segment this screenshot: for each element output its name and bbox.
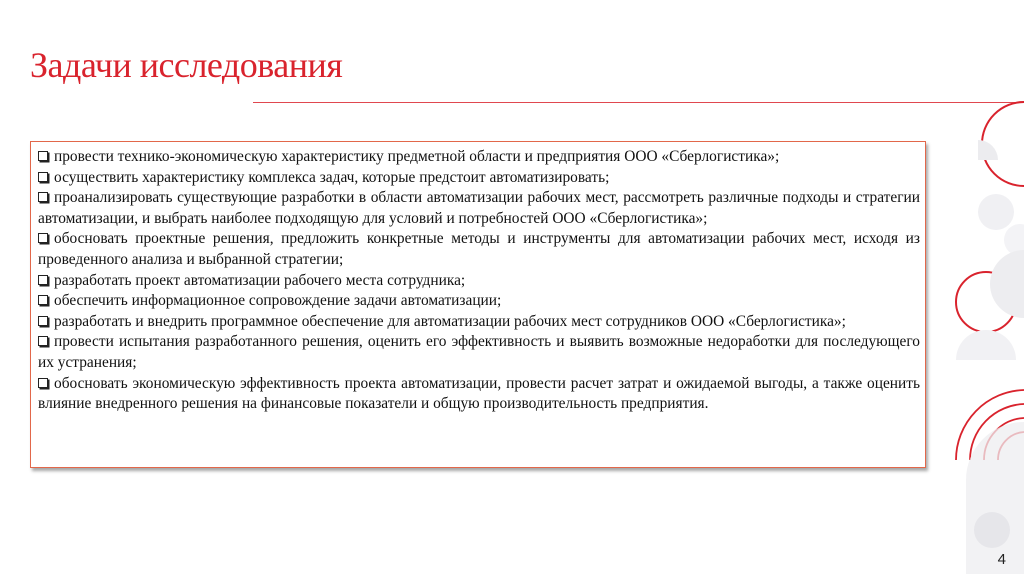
task-item: разработать проект автоматизации рабочего места сотрудника; <box>38 271 920 292</box>
task-item: осуществить характеристику комплекса задач, которые предстоит автоматизировать; <box>38 168 920 189</box>
task-item: обосновать экономическую эффективность проекта автоматизации, провести расчет затрат и ожидаемой выгоды, а также оценить влияние внедренного решения на финансовые показатели и общую производительность предприятия. <box>38 374 920 413</box>
checkbox-bullet-icon <box>38 172 48 182</box>
task-list <box>38 147 920 415</box>
checkbox-bullet-icon <box>38 336 48 346</box>
checkbox-bullet-icon <box>38 275 48 285</box>
task-item: провести испытания разработанного решения, оценить его эффективность и выявить возможные недоработки для последующего их устранения; <box>38 333 920 371</box>
gray-quarter-shape <box>978 140 998 160</box>
checkbox-bullet-icon <box>38 316 48 326</box>
gray-circle-shape <box>978 194 1014 230</box>
task-item: обеспечить информационное сопровождение задачи автоматизации; <box>38 291 920 312</box>
slide-title: Задачи исследования <box>30 45 343 85</box>
gray-half-shape <box>956 330 1016 360</box>
checkbox-bullet-icon <box>38 295 48 305</box>
gray-semicircle-shape <box>990 250 1024 318</box>
task-item: разработать и внедрить программное обеспечение для автоматизации рабочих мест сотрудников ООО «Сберлогистика»; <box>38 312 920 333</box>
tasks-box <box>30 141 926 468</box>
page-number: 4 <box>997 551 1006 568</box>
decorative-pattern <box>952 100 1024 574</box>
title-divider <box>253 102 1024 103</box>
gray-circle-shape <box>974 512 1010 548</box>
gray-block-shape <box>966 422 1024 574</box>
task-item: проанализировать существующие разработки в области автоматизации рабочих мест, рассмотреть различные подходы и стратегии автоматизации, и выбрать наиболее подходящую для условий и потребностей ООО «Сберлогистика»; <box>38 189 920 227</box>
task-item: провести технико-экономическую характеристику предметной области и предприятия ООО «Сберлогистика»; <box>38 147 920 168</box>
checkbox-bullet-icon <box>38 233 48 243</box>
checkbox-bullet-icon <box>38 192 48 202</box>
checkbox-bullet-icon <box>38 151 48 161</box>
checkbox-bullet-icon <box>38 378 48 388</box>
task-item: обосновать проектные решения, предложить конкретные методы и инструменты для автоматизации рабочих мест, исходя из проведенного анализа и выбранной стратегии; <box>38 230 920 268</box>
